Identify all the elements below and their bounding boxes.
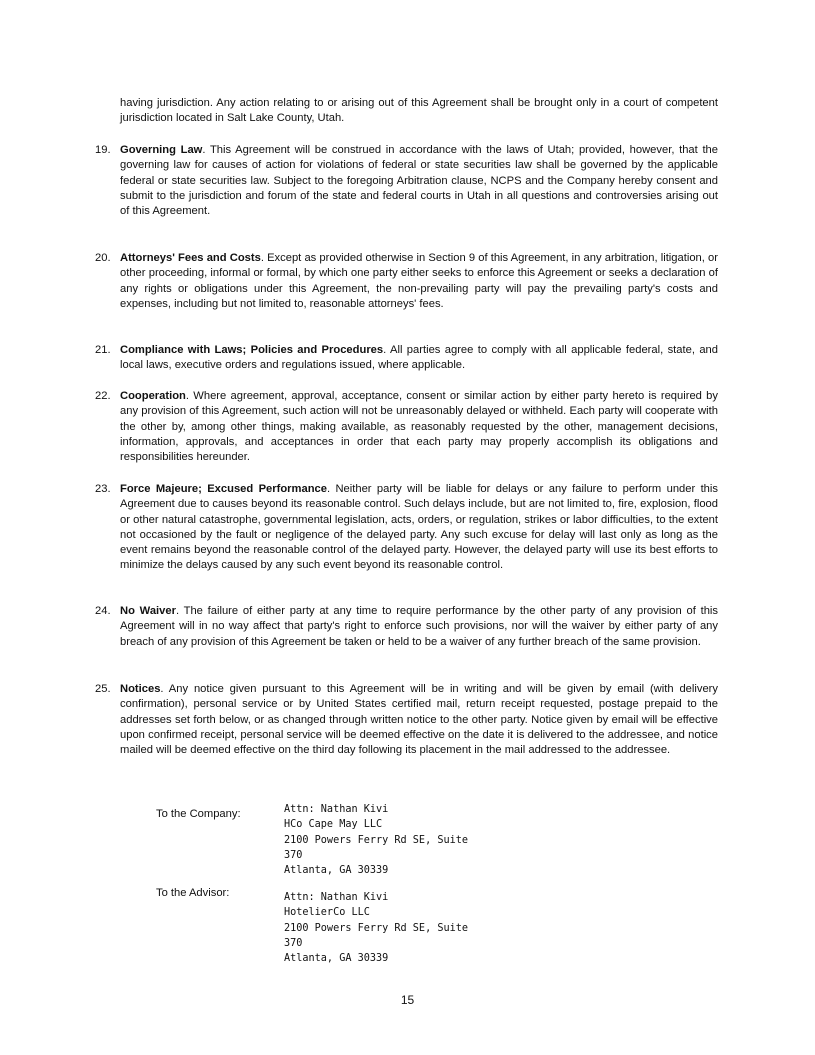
section-number: 21. bbox=[95, 344, 111, 356]
address-line: Atlanta, GA 30339 bbox=[284, 865, 389, 877]
advisor-address-label: To the Advisor: bbox=[156, 887, 230, 899]
section-number: 19. bbox=[95, 144, 111, 156]
address-line: HCo Cape May LLC bbox=[284, 819, 383, 831]
section-heading: Cooperation bbox=[120, 390, 186, 402]
section-number: 23. bbox=[95, 483, 111, 495]
section-heading: No Waiver bbox=[120, 605, 176, 617]
page-number: 15 bbox=[400, 993, 415, 1007]
section-compliance bbox=[95, 343, 718, 374]
section-text: . Any notice given pursuant to this Agreement will be in writing and will be given by email (with delivery confirmation), personal service or by United States certified mail, return receipt requested, postage prepaid to the addresses set forth below, or as changed through written notice to the other party. Notice given by email will be effective upon confirmed receipt, personal service will be deemed effective on the date it is delivered to the addressee, and notice mailed will be deemed effective on the third day following its placement in the mail addressed to the addressee. bbox=[120, 683, 718, 757]
advisor-address bbox=[284, 890, 468, 966]
address-line: Attn: Nathan Kivi bbox=[284, 804, 389, 815]
section-text: . Where agreement, approval, acceptance, consent or similar action by either party hereto is required by any provision of this Agreement, such action will not be unreasonably delayed or withheld. Each party will cooperate with the other by, among other things, making available, as reasonably requested by the other, management decisions, information, approvals, and acceptances in order that each party may properly accomplish its obligations and responsibilities hereunder. bbox=[120, 390, 718, 464]
section-text: . Neither party will be liable for delays or any failure to perform under this Agreement due to causes beyond its reasonable control. Such delays include, but are not limited to, fire, explosion, flood or other natural catastrophe, governmental legislation, acts, orders, or regulation, strikes or labor difficulties, to the extent not occasioned by the fault or negligence of the delayed party. Any such excuse for delay will last only as long as the event remains beyond the reasonable control of the delayed party. However, the delayed party will use its best efforts to minimize the delays caused by any such event beyond its reasonable control. bbox=[120, 483, 718, 572]
section-heading: Compliance with Laws; Policies and Procedures bbox=[120, 344, 384, 356]
section-number: 20. bbox=[95, 252, 111, 264]
continuation-paragraph: having jurisdiction. Any action relating to or arising out of this Agreement shall be brought only in a court of competent jurisdiction located in Salt Lake County, Utah. bbox=[120, 97, 718, 125]
section-notices bbox=[95, 682, 718, 758]
section-text: . Except as provided otherwise in Section 9 of this Agreement, in any arbitration, litigation, or other proceeding, informal or formal, by which one party either seeks to enforce this Agreement or seeks a declaration of any rights or obligations under this Agreement, the non-prevailing party will pay the prevailing party's costs and expenses, including but not limited to, reasonable attorneys' fees. bbox=[120, 252, 718, 310]
address-line: Attn: Nathan Kivi bbox=[284, 892, 389, 903]
section-number: 25. bbox=[95, 683, 111, 695]
section-heading: Notices bbox=[120, 683, 161, 695]
address-line: 2100 Powers Ferry Rd SE, Suite bbox=[284, 834, 469, 846]
section-text: . The failure of either party at any time to require performance by the other party of any provision of this Agreement will in no way affect that party's right to enforce such provisions, nor will the waiver by either party of any breach of any provision of this Agreement be taken or held to be a waiver of any further breach of the same provision. bbox=[120, 605, 719, 648]
section-number: 24. bbox=[95, 605, 111, 617]
address-line: 370 bbox=[284, 849, 303, 861]
section-cooperation bbox=[95, 389, 718, 465]
company-address-label: To the Company: bbox=[156, 808, 241, 820]
address-line: Atlanta, GA 30339 bbox=[284, 953, 389, 965]
section-heading: Force Majeure; Excused Performance bbox=[120, 483, 327, 495]
section-text: . All parties agree to comply with all applicable federal, state, and local laws, executive orders and regulations issued, where applicable. bbox=[120, 344, 718, 372]
address-line: 2100 Powers Ferry Rd SE, Suite bbox=[284, 922, 469, 934]
section-force-majeure bbox=[95, 482, 718, 574]
section-attorneys-fees bbox=[95, 251, 718, 312]
section-governing-law bbox=[95, 143, 718, 219]
section-heading: Governing Law bbox=[120, 144, 203, 156]
address-line: HotelierCo LLC bbox=[284, 907, 370, 919]
company-address bbox=[284, 802, 468, 878]
section-text: . This Agreement will be construed in accordance with the laws of Utah; provided, however, that the governing law for causes of action for violations of federal or state securities law shall be governed by the applicable federal or state securities law. Subject to the foregoing Arbitration clause, NCPS and the Company hereby consent and submit to the jurisdiction and forum of the state and federal courts in Utah in all questions and controversies arising out of this Agreement. bbox=[120, 144, 718, 218]
section-no-waiver bbox=[95, 604, 718, 650]
section-number: 22. bbox=[95, 390, 111, 402]
section-heading: Attorneys' Fees and Costs bbox=[120, 252, 261, 264]
address-line: 370 bbox=[284, 937, 303, 949]
